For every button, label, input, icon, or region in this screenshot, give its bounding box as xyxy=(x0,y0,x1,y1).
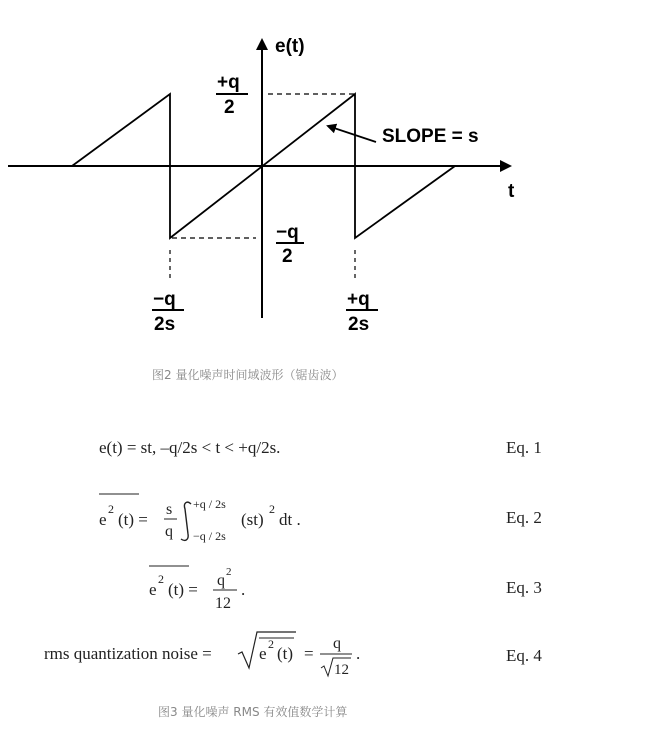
y-axis-label: e(t) xyxy=(275,36,305,57)
equation-4-label: Eq. 4 xyxy=(506,646,542,665)
eq4-rad-arg: (t) xyxy=(277,644,294,663)
eq4-rad-e: e xyxy=(259,644,267,663)
left-time-numerator: −q xyxy=(153,289,176,310)
eq2-dt: dt . xyxy=(279,510,301,529)
eq4-prefix: rms quantization noise = xyxy=(44,644,212,663)
bottom-level-denominator: 2 xyxy=(282,246,293,267)
eq3-lhs-arg: (t) = xyxy=(168,580,198,599)
equation-1-label: Eq. 1 xyxy=(506,438,542,457)
left-time-denominator: 2s xyxy=(154,314,176,335)
eq2-lhs-e: e xyxy=(99,510,107,529)
eq3-frac-num-sup: 2 xyxy=(226,566,232,578)
y-axis-arrowhead xyxy=(256,38,268,50)
right-time-denominator: 2s xyxy=(348,314,370,335)
slope-label: SLOPE = s xyxy=(382,126,479,147)
eq2-integrand: (st) xyxy=(241,510,264,529)
eq2-frac-num: s xyxy=(166,501,173,518)
eq2-integrand-sup: 2 xyxy=(269,502,275,516)
top-level-numerator: +q xyxy=(217,72,240,93)
bottom-level-numerator: −q xyxy=(276,222,299,243)
equation-4 xyxy=(44,624,384,684)
equation-2 xyxy=(95,490,335,550)
sawtooth-waveform-diagram xyxy=(0,0,655,345)
eq4-frac-den: 12 xyxy=(334,662,349,678)
eq3-lhs-e: e xyxy=(149,580,157,599)
equation-3-label: Eq. 3 xyxy=(506,578,542,597)
eq2-frac-den: q xyxy=(165,523,173,540)
eq4-tail: . xyxy=(356,644,361,663)
eq3-lhs-sup: 2 xyxy=(158,572,164,586)
eq4-rad-sup: 2 xyxy=(268,637,274,651)
figure-3-caption: 图3 量化噪声 RMS 有效值数学计算 xyxy=(158,705,348,719)
slope-pointer-arrow xyxy=(328,126,376,142)
integral-sign xyxy=(181,502,191,540)
equation-2-label: Eq. 2 xyxy=(506,508,542,527)
eq4-frac-num: q xyxy=(333,635,341,652)
x-axis-label: t xyxy=(508,181,515,202)
equation-3 xyxy=(145,558,265,616)
eq3-frac-den: 12 xyxy=(215,595,231,612)
eq2-lhs-sup: 2 xyxy=(108,502,114,516)
eq2-upper-limit: +q / 2s xyxy=(193,497,226,511)
right-time-numerator: +q xyxy=(347,289,370,310)
x-axis-arrowhead xyxy=(500,160,512,172)
eq3-tail: . xyxy=(241,580,246,599)
eq2-lower-limit: −q / 2s xyxy=(193,529,226,543)
eq3-frac-num: q xyxy=(217,572,225,589)
eq2-lhs-arg: (t) = xyxy=(118,510,148,529)
figure-2-caption: 图2 量化噪声时间域波形（锯齿波） xyxy=(152,368,344,382)
eq4-equals: = xyxy=(304,644,314,663)
equation-1: e(t) = st, –q/2s < t < +q/2s. xyxy=(99,438,281,457)
top-level-denominator: 2 xyxy=(224,97,235,118)
